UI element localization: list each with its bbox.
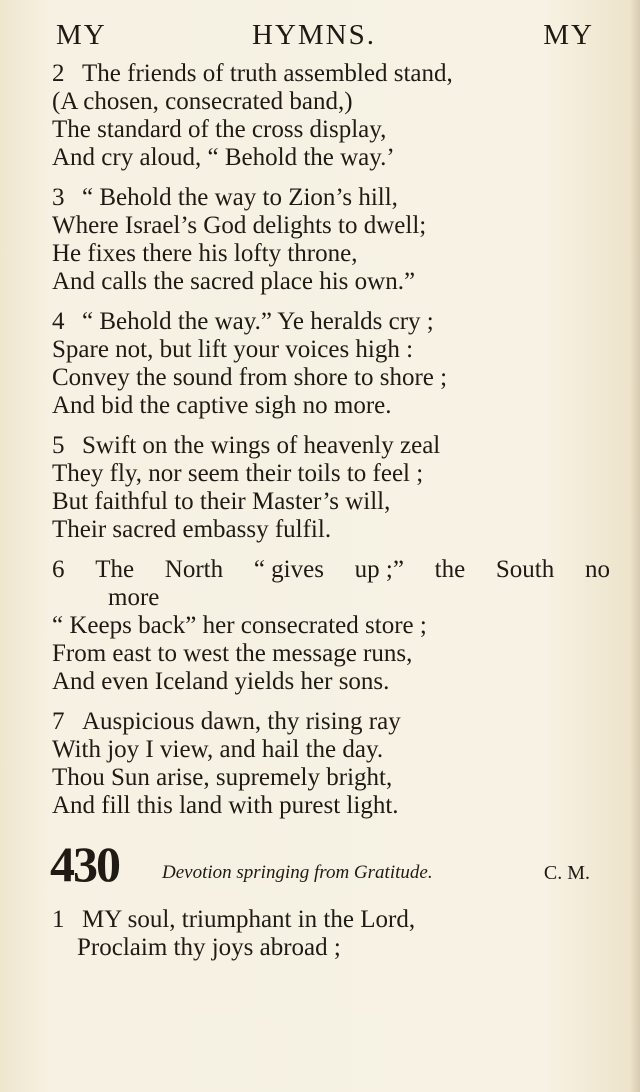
verse-line: With joy I view, and hail the day. — [52, 736, 384, 763]
hymn-number: 430 — [50, 836, 119, 892]
verse-line: 3 “ Behold the way to Zion’s hill, — [52, 184, 398, 211]
header-left: MY — [56, 19, 107, 51]
verse-line-continuation: more — [108, 584, 160, 611]
verse-line: (A chosen, consecrated band,) — [52, 88, 353, 115]
verse-number: 4 — [52, 308, 65, 335]
verse-line: 2 The friends of truth assembled stand, — [52, 60, 453, 87]
verse-line: And calls the sacred place his own.” — [52, 268, 416, 295]
verse-line: 7 Auspicious dawn, thy rising ray — [52, 708, 401, 735]
verse-7 — [52, 708, 612, 820]
hymn-verses — [52, 60, 612, 832]
verse-line: From east to west the message runs, — [52, 640, 413, 667]
hymn-heading — [50, 838, 590, 890]
verse-3 — [52, 184, 612, 296]
verse-line: Where Israel’s God delights to dwell; — [52, 212, 427, 239]
verse-line: 5 Swift on the wings of heavenly zeal — [52, 432, 441, 459]
hymn-430-verse-1 — [52, 906, 612, 962]
verse-line: Spare not, but lift your voices high : — [52, 336, 414, 363]
verse-line: Their sacred embassy fulfil. — [52, 516, 332, 543]
verse-line: “ Keeps back” her consecrated store ; — [52, 612, 427, 639]
verse-line: Proclaim thy joys abroad ; — [77, 934, 341, 961]
verse-number: 6 — [52, 556, 65, 583]
hymn-meter: C. M. — [543, 862, 590, 884]
verse-line: And cry aloud, “ Behold the way.’ — [52, 144, 395, 171]
verse-number: 5 — [52, 432, 65, 459]
verse-line: But faithful to their Master’s will, — [52, 488, 391, 515]
verse-6 — [52, 556, 612, 696]
verse-2 — [52, 60, 612, 172]
running-header — [56, 18, 594, 52]
verse-number: 1 — [52, 906, 65, 933]
verse-line: They fly, nor seem their toils to feel ; — [52, 460, 424, 487]
verse-line: And fill this land with purest light. — [52, 792, 399, 819]
page-edge-shadow — [630, 0, 640, 1092]
header-center: HYMNS. — [252, 19, 376, 51]
verse-number: 7 — [52, 708, 65, 735]
verse-line: Thou Sun arise, supremely bright, — [52, 764, 393, 791]
verse-line: And bid the captive sigh no more. — [52, 392, 392, 419]
verse-line-justified: 6 The North “ gives up ;” the South no — [52, 556, 610, 583]
verse-line: And even Iceland yields her sons. — [52, 668, 390, 695]
verse-number: 2 — [52, 60, 65, 87]
header-right: MY — [543, 19, 594, 51]
verse-line: The standard of the cross display, — [52, 116, 387, 143]
verse-line: He fixes there his lofty throne, — [52, 240, 358, 267]
verse-line: 4 “ Behold the way.” Ye heralds cry ; — [52, 308, 434, 335]
verse-line: Convey the sound from shore to shore ; — [52, 364, 448, 391]
verse-4 — [52, 308, 612, 420]
hymn-title: Devotion springing from Gratitude. — [162, 862, 433, 883]
verse-number: 3 — [52, 184, 65, 211]
verse-5 — [52, 432, 612, 544]
verse-line: 1 MY soul, triumphant in the Lord, — [52, 906, 416, 933]
